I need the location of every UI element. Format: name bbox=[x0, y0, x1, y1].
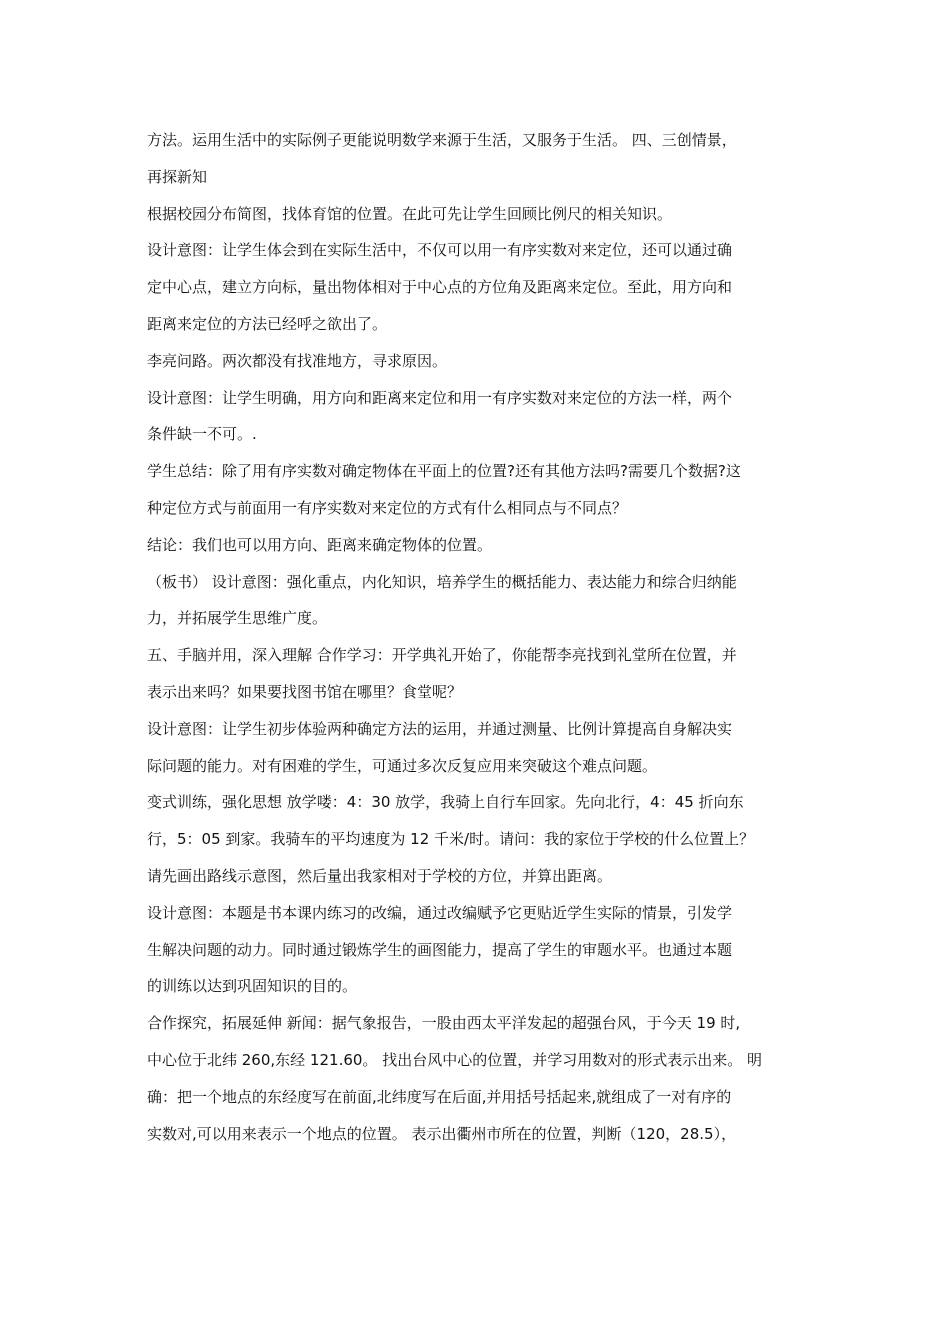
text-line: 表示出来吗？如果要找图书馆在哪里？食堂呢？ bbox=[147, 682, 463, 701]
text-line: 设计意图：让学生明确，用方向和距离来定位和用一有序实数对来定位的方法一样，两个 bbox=[147, 388, 733, 407]
document-body bbox=[147, 122, 807, 1152]
text-line: 学生总结：除了用有序实数对确定物体在平面上的位置?还有其他方法吗?需要几个数据?这 bbox=[147, 462, 741, 481]
text-line: 力，并拓展学生思维广度。 bbox=[147, 609, 328, 628]
text-line: 际问题的能力。对有困难的学生，可通过多次反复应用来突破这个难点问题。 bbox=[147, 756, 658, 775]
text-line: 变式训练，强化思想 放学喽：4：30 放学，我骑上自行车回家。先向北行，4：45 折向东 bbox=[147, 793, 744, 812]
text-line: 李亮问路。两次都没有找准地方，寻求原因。 bbox=[147, 351, 448, 370]
text-line: 方法。运用生活中的实际例子更能说明数学来源于生活，又服务于生活。 四、三创情景， bbox=[147, 131, 737, 149]
text-line: 种定位方式与前面用一有序实数对来定位的方式有什么相同点与不同点？ bbox=[147, 498, 628, 517]
text-line: （板书） 设计意图：强化重点，内化知识，培养学生的概括能力、表达能力和综合归纳能 bbox=[147, 572, 737, 591]
text-line: 中心位于北纬 260,东经 121.60。 找出台风中心的位置，并学习用数对的形式表示出来。 明 bbox=[147, 1050, 762, 1069]
text-line: 实数对,可以用来表示一个地点的位置。 表示出衢州市所在的位置，判断（120，28.5）， bbox=[147, 1124, 737, 1143]
text-line: 设计意图：本题是书本课内练习的改编，通过改编赋予它更贴近学生实际的情景，引发学 bbox=[147, 903, 733, 922]
text-line: 五、手脑并用，深入理解 合作学习：开学典礼开始了，你能帮李亮找到礼堂所在位置，并 bbox=[147, 646, 737, 665]
text-line: 距离来定位的方法已经呼之欲出了。 bbox=[147, 314, 388, 333]
text-line: 合作探究，拓展延伸 新闻：据气象报告，一股由西太平洋发起的超强台风，于今天 19 时, bbox=[147, 1014, 741, 1033]
text-line: 设计意图：让学生初步体验两种确定方法的运用，并通过测量、比例计算提高自身解决实 bbox=[147, 719, 733, 738]
text-line: 确：把一个地点的东经度写在前面,北纬度写在后面,并用括号括起来,就组成了一对有序的 bbox=[147, 1087, 732, 1106]
text-line: 定中心点，建立方向标，量出物体相对于中心点的方位角及距离来定位。至此，用方向和 bbox=[147, 278, 733, 297]
text-line: 结论：我们也可以用方向、距离来确定物体的位置。 bbox=[147, 535, 493, 554]
text-line: 生解决问题的动力。同时通过锻炼学生的画图能力，提高了学生的审题水平。也通过本题 bbox=[147, 940, 733, 959]
text-line: 再探新知 bbox=[147, 167, 208, 186]
text-line: 根据校园分布简图，找体育馆的位置。在此可先让学生回顾比例尺的相关知识。 bbox=[147, 204, 673, 223]
text-line: 请先画出路线示意图，然后量出我家相对于学校的方位，并算出距离。 bbox=[147, 866, 613, 885]
text-line: 设计意图：让学生体会到在实际生活中，不仅可以用一有序实数对来定位，还可以通过确 bbox=[147, 241, 733, 260]
text-line: 的训练以达到巩固知识的目的。 bbox=[147, 977, 358, 996]
text-line: 条件缺一不可。. bbox=[147, 425, 257, 444]
text-line: 行，5：05 到家。我骑车的平均速度为 12 千米/时。请问：我的家位于学校的什么位置上？ bbox=[147, 830, 755, 849]
